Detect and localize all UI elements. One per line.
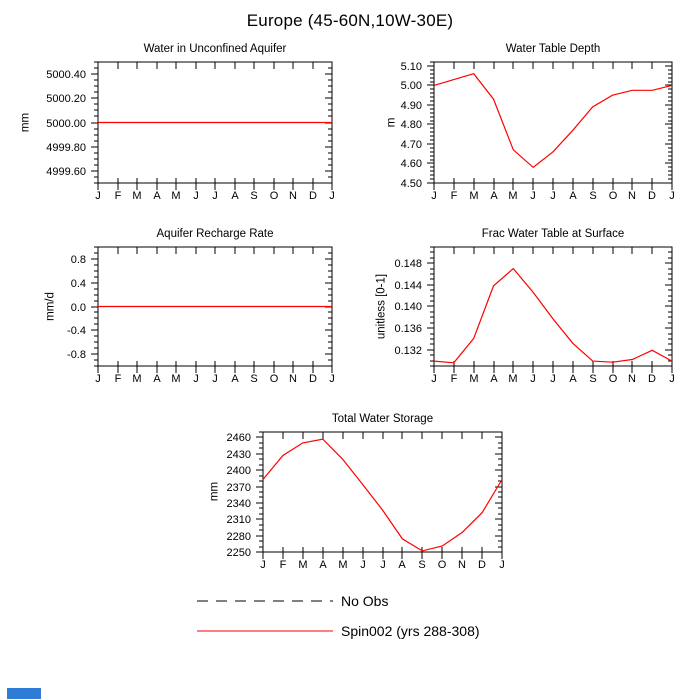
y-tick-label: -0.4 — [67, 325, 86, 337]
x-tick-label: A — [490, 373, 498, 385]
y-tick-label: 5.10 — [400, 61, 422, 73]
y-tick-label: 5000.40 — [46, 69, 86, 81]
x-tick-label: F — [450, 373, 458, 385]
y-tick-label: 0.140 — [394, 301, 422, 313]
x-tick-label: O — [608, 190, 618, 202]
x-tick-label: J — [329, 373, 335, 385]
y-tick-label: 0.0 — [70, 302, 86, 314]
x-tick-label: J — [380, 559, 386, 571]
y-axis-title: m — [385, 117, 398, 127]
x-tick-label: J — [669, 190, 675, 202]
y-tick-label: 4999.80 — [46, 142, 86, 154]
x-tick-label: A — [490, 190, 498, 202]
x-tick-label: J — [530, 190, 536, 202]
data-line — [434, 74, 672, 168]
x-tick-label: N — [289, 190, 297, 202]
plot-title: Water in Unconfined Aquifer — [143, 43, 287, 55]
x-tick-label: O — [269, 373, 279, 385]
plot-title: Total Water Storage — [331, 413, 434, 425]
y-tick-label: -0.8 — [67, 349, 86, 361]
y-axis-title: mm — [19, 112, 32, 132]
plot-title: Aquifer Recharge Rate — [156, 228, 274, 240]
y-tick-label: 4.90 — [400, 100, 422, 112]
x-tick-label: M — [508, 373, 518, 385]
y-tick-label: 4999.60 — [46, 166, 86, 178]
y-tick-label: 4.70 — [400, 139, 422, 151]
x-tick-label: A — [569, 373, 577, 385]
y-tick-label: 0.148 — [394, 258, 422, 270]
y-tick-label: 5000.00 — [46, 118, 86, 130]
x-tick-label: S — [250, 373, 258, 385]
x-tick-label: S — [589, 373, 597, 385]
plot-title: Water Table Depth — [505, 43, 601, 55]
y-tick-label: 4.60 — [400, 158, 422, 170]
x-tick-label: N — [289, 373, 297, 385]
x-tick-label: S — [250, 190, 258, 202]
y-tick-label: 0.132 — [394, 345, 422, 357]
y-tick-label: 2460 — [226, 432, 251, 444]
x-tick-label: J — [550, 190, 556, 202]
x-tick-label: F — [114, 190, 122, 202]
x-tick-label: J — [530, 373, 536, 385]
y-axis-title: unitless [0-1] — [375, 273, 388, 339]
x-tick-label: J — [669, 373, 675, 385]
y-tick-label: 5000.20 — [46, 93, 86, 105]
figure-title: Europe (45-60N,10W-30E) — [246, 11, 454, 30]
x-tick-label: J — [329, 190, 335, 202]
x-tick-label: J — [431, 190, 437, 202]
x-tick-label: N — [628, 373, 636, 385]
x-tick-label: M — [469, 190, 479, 202]
x-tick-label: D — [309, 190, 317, 202]
x-tick-label: O — [608, 373, 618, 385]
x-tick-label: O — [437, 559, 447, 571]
x-tick-label: J — [193, 373, 199, 385]
y-tick-label: 2400 — [226, 465, 251, 477]
x-tick-label: D — [648, 190, 656, 202]
x-tick-label: M — [508, 190, 518, 202]
y-tick-label: 4.50 — [400, 178, 422, 190]
x-tick-label: S — [589, 190, 597, 202]
data-line — [263, 439, 502, 551]
x-tick-label: J — [499, 559, 505, 571]
x-tick-label: J — [212, 373, 218, 385]
data-line — [434, 269, 672, 363]
x-tick-label: M — [171, 190, 181, 202]
x-tick-label: J — [550, 373, 556, 385]
x-tick-label: M — [171, 373, 181, 385]
x-tick-label: J — [260, 559, 266, 571]
y-tick-label: 2340 — [226, 498, 251, 510]
x-tick-label: A — [153, 190, 161, 202]
legend-label-spin002: Spin002 (yrs 288-308) — [341, 623, 480, 639]
y-tick-label: 2250 — [226, 547, 251, 559]
x-tick-label: M — [298, 559, 308, 571]
x-tick-label: F — [279, 559, 287, 571]
x-tick-label: A — [319, 559, 327, 571]
x-tick-label: M — [132, 373, 142, 385]
x-tick-label: M — [132, 190, 142, 202]
y-tick-label: 0.136 — [394, 323, 422, 335]
x-tick-label: D — [648, 373, 656, 385]
corner-marker — [7, 688, 41, 699]
x-tick-label: J — [193, 190, 199, 202]
x-tick-label: F — [114, 373, 122, 385]
x-tick-label: J — [360, 559, 366, 571]
plot-title: Frac Water Table at Surface — [481, 228, 625, 240]
x-tick-label: D — [309, 373, 317, 385]
x-tick-label: A — [569, 190, 577, 202]
y-tick-label: 5.00 — [400, 80, 422, 92]
x-tick-label: O — [269, 190, 279, 202]
x-tick-label: M — [338, 559, 348, 571]
x-tick-label: N — [628, 190, 636, 202]
y-tick-label: 2430 — [226, 449, 251, 461]
y-tick-label: 2370 — [226, 482, 251, 494]
y-tick-label: 2310 — [226, 514, 251, 526]
y-axis-title: mm/d — [44, 291, 57, 321]
y-tick-label: 0.8 — [70, 254, 86, 266]
y-tick-label: 4.80 — [400, 119, 422, 131]
legend-label-no-obs: No Obs — [341, 593, 389, 609]
y-tick-label: 2280 — [226, 531, 251, 543]
x-tick-label: A — [231, 190, 239, 202]
x-tick-label: S — [418, 559, 426, 571]
x-tick-label: J — [95, 373, 101, 385]
x-tick-label: A — [153, 373, 161, 385]
x-tick-label: A — [398, 559, 406, 571]
y-tick-label: 0.4 — [70, 278, 86, 290]
x-tick-label: A — [231, 373, 239, 385]
x-tick-label: J — [431, 373, 437, 385]
x-tick-label: J — [212, 190, 218, 202]
x-tick-label: M — [469, 373, 479, 385]
x-tick-label: D — [478, 559, 486, 571]
y-tick-label: 0.144 — [394, 280, 422, 292]
x-tick-label: F — [450, 190, 458, 202]
y-axis-title: mm — [208, 481, 221, 502]
x-tick-label: J — [95, 190, 101, 202]
x-tick-label: N — [458, 559, 466, 571]
